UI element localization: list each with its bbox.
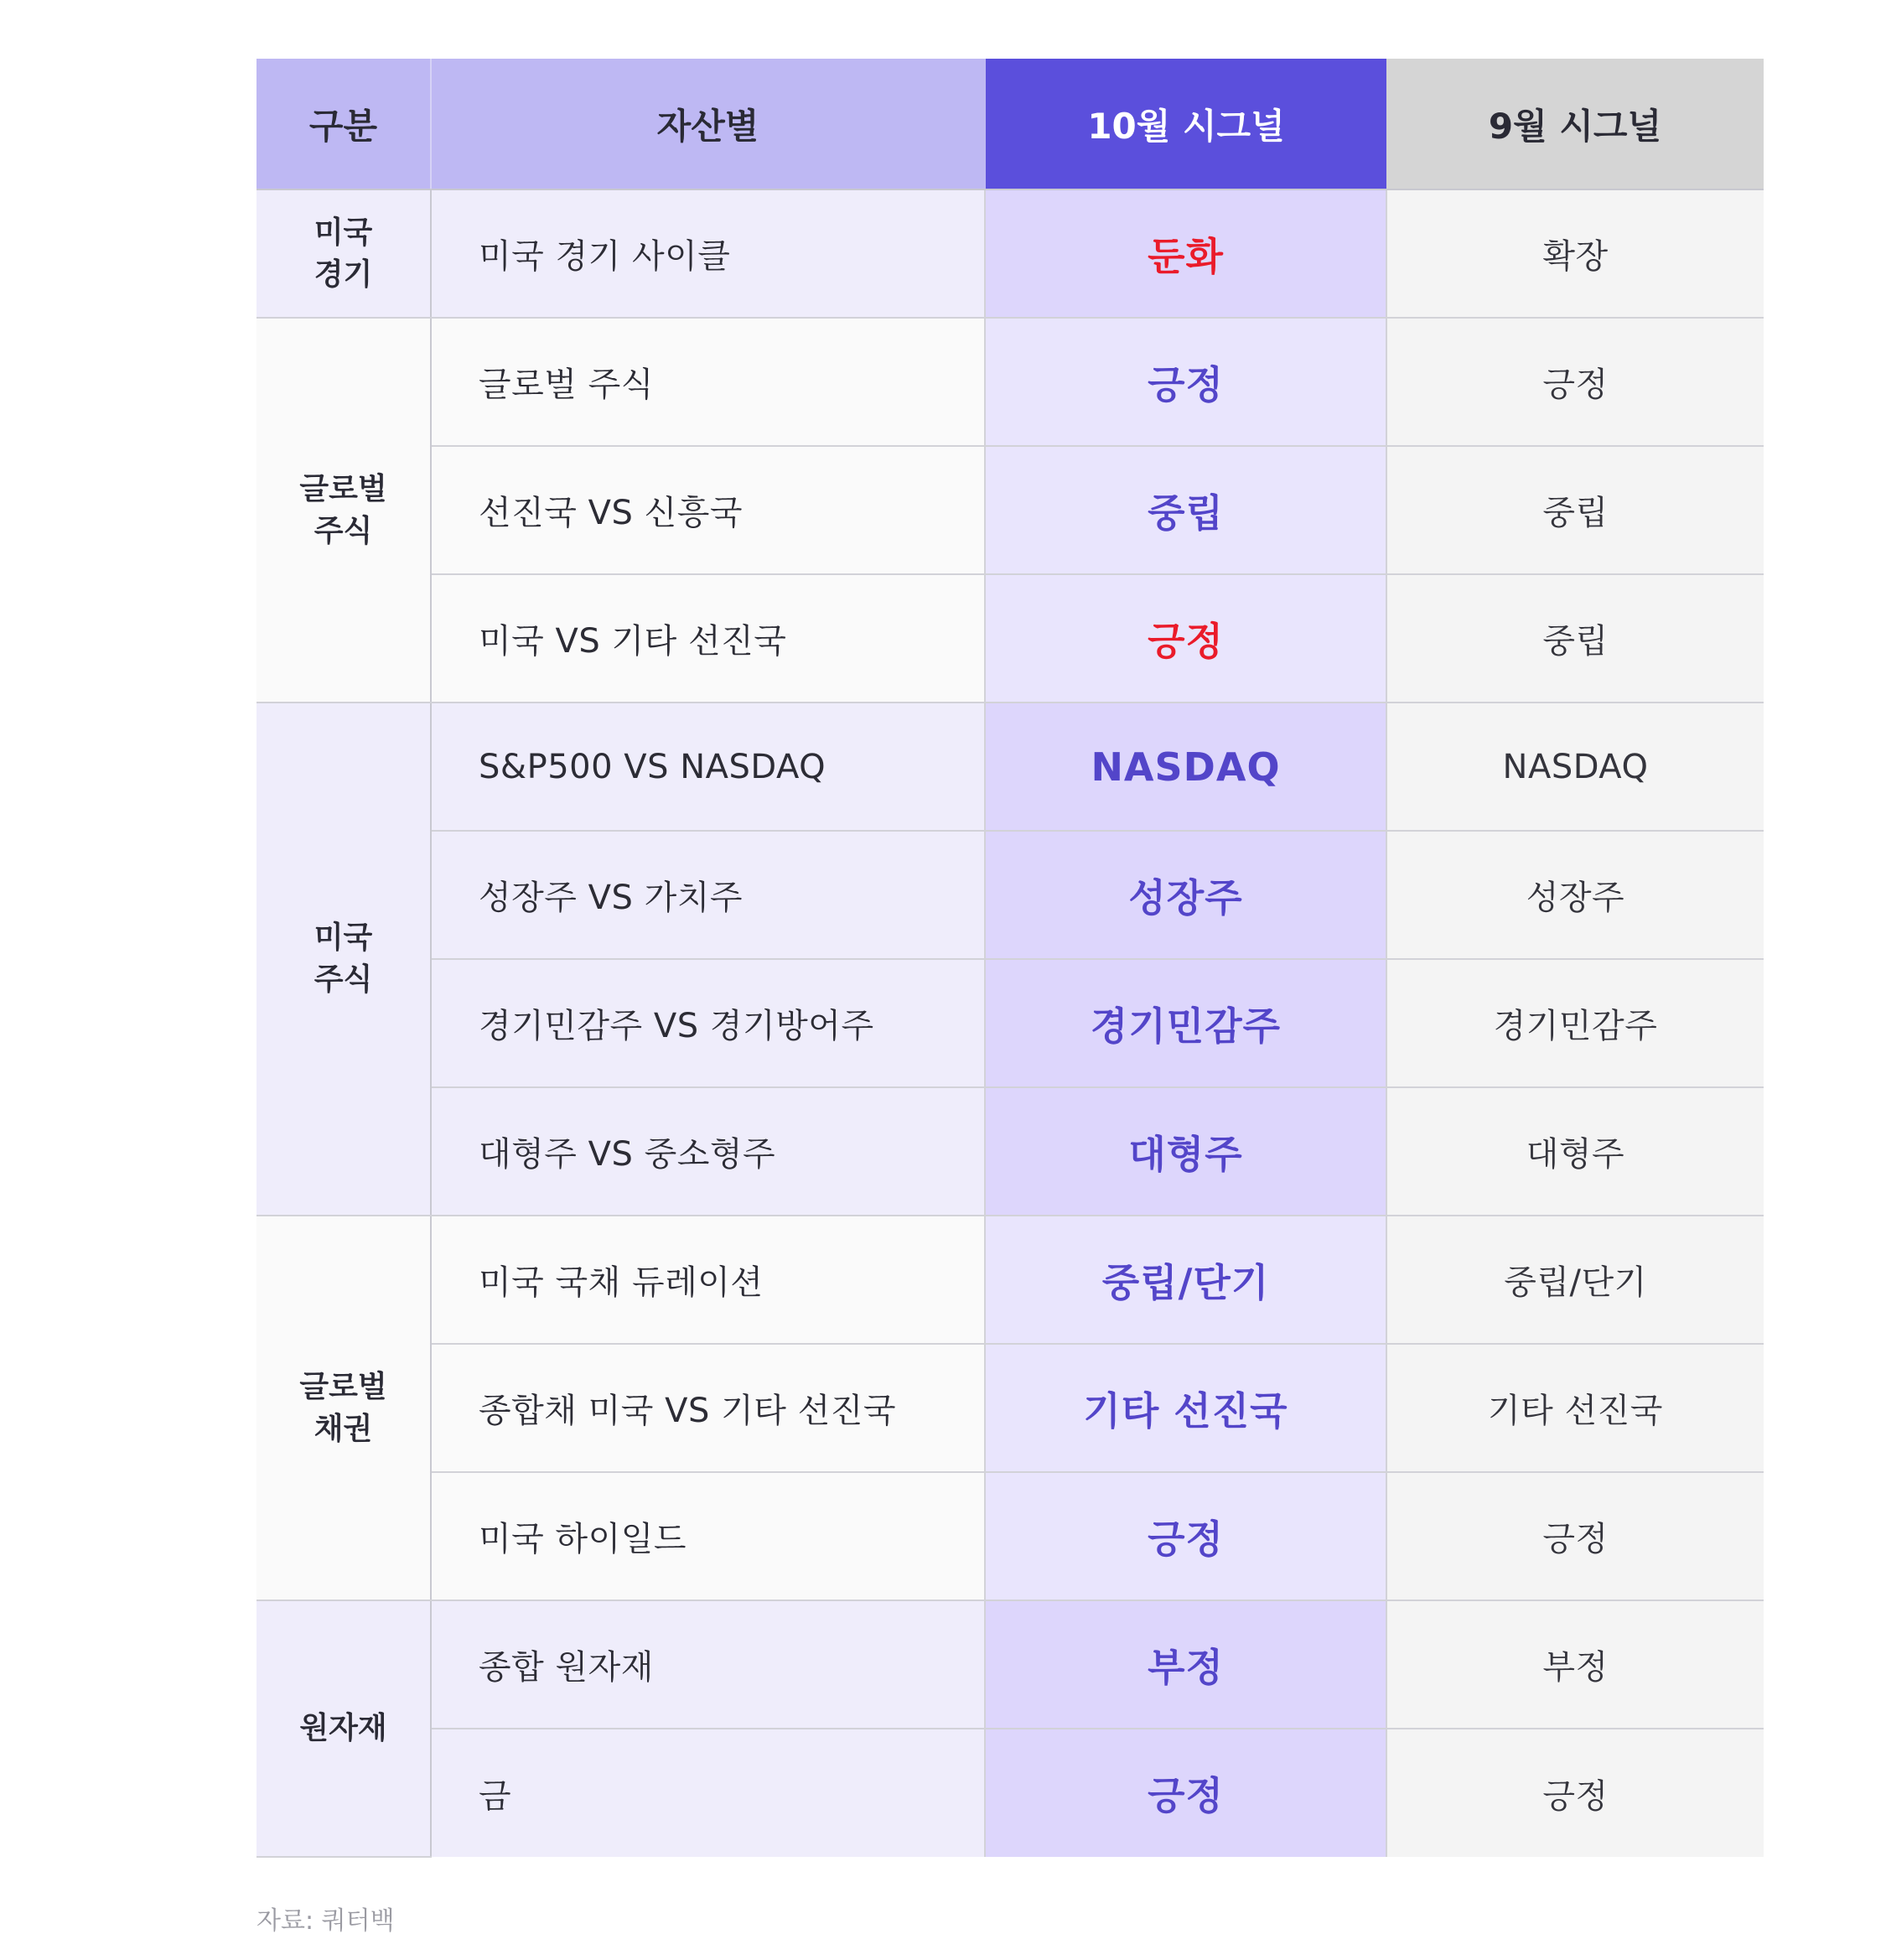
table-row: [256, 703, 1764, 831]
signal-table-container: [256, 59, 1764, 1858]
category-label: 미국: [313, 215, 373, 250]
table-row: [256, 1600, 1764, 1729]
table-row: [256, 1344, 1764, 1472]
category-label: 미국: [313, 920, 373, 955]
october-signal-cell: 성장주: [985, 831, 1386, 959]
table-row: [256, 1472, 1764, 1600]
asset-cell: S&P500 VS NASDAQ: [431, 703, 985, 831]
asset-cell: 미국 국채 듀레이션: [431, 1216, 985, 1344]
asset-cell: 대형주 VS 중소형주: [431, 1087, 985, 1216]
october-signal-cell: 긍정: [985, 1729, 1386, 1857]
september-signal-cell: 경기민감주: [1386, 959, 1764, 1087]
category-cell-commodities: [256, 1600, 431, 1857]
september-signal-cell: 기타 선진국: [1386, 1344, 1764, 1472]
asset-cell: 미국 하이일드: [431, 1472, 985, 1600]
category-label: 글로벌: [299, 471, 387, 506]
september-signal-cell: NASDAQ: [1386, 703, 1764, 831]
category-label: 경기: [313, 257, 373, 292]
category-cell-us-economy: [256, 189, 431, 318]
asset-cell: 금: [431, 1729, 985, 1857]
october-signal-cell: 긍정: [985, 318, 1386, 446]
september-signal-cell: 대형주: [1386, 1087, 1764, 1216]
september-signal-cell: 확장: [1386, 189, 1764, 318]
table-row: [256, 1729, 1764, 1857]
october-signal-cell: NASDAQ: [985, 703, 1386, 831]
asset-cell: 미국 VS 기타 선진국: [431, 574, 985, 703]
asset-cell: 종합 원자재: [431, 1600, 985, 1729]
table-row: [256, 831, 1764, 959]
october-signal-cell: 중립: [985, 446, 1386, 574]
category-cell-global-equity: [256, 318, 431, 703]
header-category: 구분: [256, 59, 431, 189]
asset-cell: 선진국 VS 신흥국: [431, 446, 985, 574]
september-signal-cell: 중립/단기: [1386, 1216, 1764, 1344]
october-signal-cell: 기타 선진국: [985, 1344, 1386, 1472]
category-label: 주식: [313, 513, 373, 548]
september-signal-cell: 긍정: [1386, 1729, 1764, 1857]
september-signal-cell: 중립: [1386, 574, 1764, 703]
category-label: 원자재: [299, 1711, 387, 1745]
category-label: 글로벌: [299, 1369, 387, 1404]
signal-table: [256, 59, 1764, 1858]
september-signal-cell: 부정: [1386, 1600, 1764, 1729]
october-signal-cell: 경기민감주: [985, 959, 1386, 1087]
table-header-row: [256, 59, 1764, 189]
source-note: 자료: 쿼터백: [256, 1906, 395, 1936]
asset-cell: 미국 경기 사이클: [431, 189, 985, 318]
category-cell-us-equity: [256, 703, 431, 1216]
table-row: [256, 446, 1764, 574]
table-row: [256, 189, 1764, 318]
october-signal-cell: 둔화: [985, 189, 1386, 318]
table-row: [256, 959, 1764, 1087]
october-signal-cell: 중립/단기: [985, 1216, 1386, 1344]
table-row: [256, 1087, 1764, 1216]
september-signal-cell: 성장주: [1386, 831, 1764, 959]
asset-cell: 글로벌 주식: [431, 318, 985, 446]
table-row: [256, 318, 1764, 446]
september-signal-cell: 긍정: [1386, 318, 1764, 446]
category-label: 주식: [313, 962, 373, 997]
table-row: [256, 1216, 1764, 1344]
september-signal-cell: 중립: [1386, 446, 1764, 574]
asset-cell: 종합채 미국 VS 기타 선진국: [431, 1344, 985, 1472]
asset-cell: 경기민감주 VS 경기방어주: [431, 959, 985, 1087]
october-signal-cell: 긍정: [985, 1472, 1386, 1600]
table-row: [256, 574, 1764, 703]
september-signal-cell: 긍정: [1386, 1472, 1764, 1600]
october-signal-cell: 부정: [985, 1600, 1386, 1729]
october-signal-cell: 긍정: [985, 574, 1386, 703]
header-asset: 자산별: [431, 59, 985, 189]
category-label: 채권: [313, 1411, 373, 1446]
october-signal-cell: 대형주: [985, 1087, 1386, 1216]
category-cell-global-bond: [256, 1216, 431, 1600]
header-october-signal: 10월 시그널: [985, 59, 1386, 189]
header-september-signal: 9월 시그널: [1386, 59, 1764, 189]
asset-cell: 성장주 VS 가치주: [431, 831, 985, 959]
